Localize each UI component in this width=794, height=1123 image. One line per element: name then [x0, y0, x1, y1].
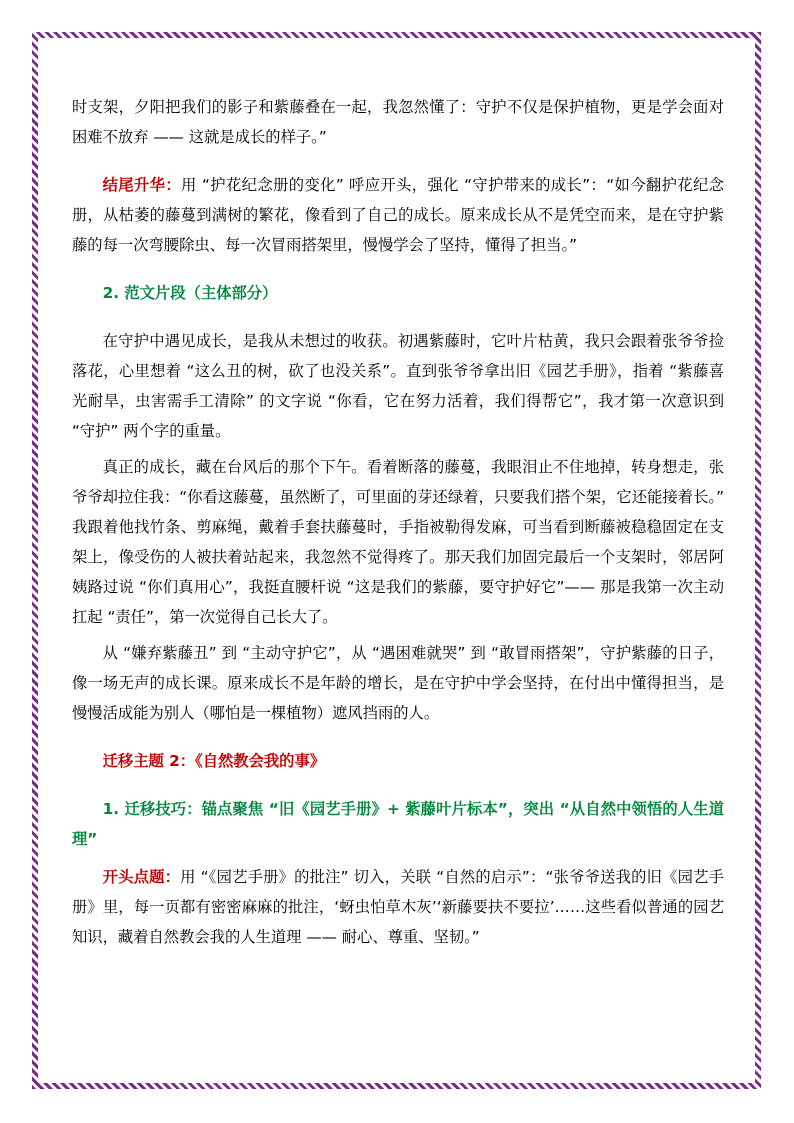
- transfer-technique-heading: 1. 迁移技巧：锚点聚焦 “旧《园艺手册》+ 紫藤叶片标本”，突出 “从自然中领悟的人生道理”: [72, 800, 724, 848]
- ending-label: 结尾升华：: [102, 176, 182, 194]
- section-heading-model-excerpt: 2. 范文片段（主体部分）: [102, 284, 278, 302]
- ending-text: 用 “护花纪念册的变化” 呼应开头，强化 “守护带来的成长”：“如今翻护花纪念册，从枯萎的藤蔓到满树的繁花，像看到了自己的成长。原来成长从不是凭空而来，是在守护紫藤的每一次弯腰除虫、每一次冒雨搭架里，慢慢学会了坚持，懂得了担当。”: [72, 176, 724, 254]
- transfer-theme-heading: 迁移主题 2：《自然教会我的事》: [102, 752, 326, 770]
- paragraph-opening-theme: [72, 862, 724, 952]
- paragraph-body-3: 从 “嫌弃紫藤丑” 到 “主动守护它”，从 “遇困难就哭” 到 “敢冒雨搭架”，守护紫藤的日子，像一场无声的成长课。原来成长不是年龄的增长，是在守护中学会坚持，在付出中懂得担当，是慢慢活成能为别人（哪怕是一棵植物）遮风挡雨的人。: [72, 644, 724, 722]
- paragraph-body-1: 在守护中遇见成长，是我从未想过的收获。初遇紫藤时，它叶片枯黄，我只会跟着张爷爷捡落花，心里想着 “这么丑的树，砍了也没关系”。直到张爷爷拿出旧《园艺手册》，指着 “紫藤喜光耐旱，虫害需手工清除” 的文字说 “你看，它在努力活着，我们得帮它”，我才第一次意识到 “守护” 两个字的重量。: [72, 332, 724, 440]
- opening-label: 开头点题：: [102, 868, 181, 886]
- paragraph-body-2: 真正的成长，藏在台风后的那个下午。看着断落的藤蔓，我眼泪止不住地掉，转身想走，张爷爷却拉住我：“你看这藤蔓，虽然断了，可里面的芽还绿着，只要我们搭个架，它还能接着长。” 我跟着他找竹条、剪麻绳，戴着手套扶藤蔓时，手指被勒得发麻，可当看到断藤被稳稳固定在支架上，像受伤的人被扶着站起来，我忽然不觉得疼了。那天我们加固完最后一个支架时，邻居阿姨路过说 “你们真用心”，我挺直腰杆说 “这是我们的紫藤，要守护好它”—— 那是我第一次主动扛起 “责任”，第一次觉得自己长大了。: [72, 458, 724, 626]
- document-body: [72, 92, 724, 952]
- paragraph-continuation: 时支架，夕阳把我们的影子和紫藤叠在一起，我忽然懂了：守护不仅是保护植物，更是学会面对困难不放弃 —— 这就是成长的样子。”: [72, 98, 724, 146]
- opening-text: 用 “《园艺手册》的批注” 切入，关联 “自然的启示”：“张爷爷送我的旧《园艺手册》里，每一页都有密密麻麻的批注，‘蚜虫怕草木灰’‘新藤要扶不要拉’……这些看似普通的园艺知识，藏着自然教会我的人生道理 —— 耐心、尊重、坚韧。”: [72, 868, 724, 946]
- paragraph-ending-sublimation: [72, 170, 724, 260]
